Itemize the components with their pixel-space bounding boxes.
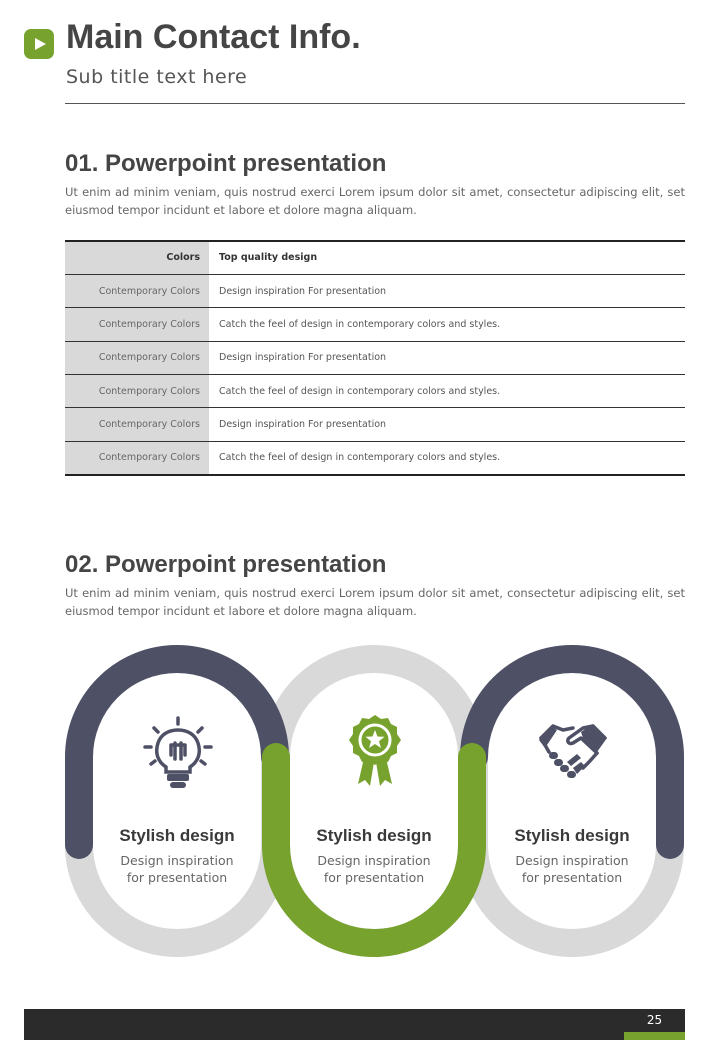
card-3-desc-line-2: for presentation [521,870,623,885]
table-cell: Catch the feel of design in contemporary colors and styles. [209,375,685,408]
card-3-description [492,852,652,886]
section-2-heading: 02. Powerpoint presentation [65,551,387,578]
handshake-icon [537,718,609,784]
card-2-desc-line-1: Design inspiration [317,853,431,868]
table-cell: Contemporary Colors [65,308,209,341]
table-cell: Catch the feel of design in contemporary colors and styles. [219,452,501,464]
table-row [65,408,685,441]
table-row [65,441,685,474]
lightbulb-icon [139,714,217,792]
award-ribbon-icon [346,714,404,788]
capsule-1-gray [79,659,275,943]
section-1-heading: 01. Powerpoint presentation [65,150,387,177]
play-icon [24,29,54,59]
section-2-body: Ut enim ad minim veniam, quis nostrud exerci Lorem ipsum dolor sit amet, consectetur adipiscing elit, set eiusmod tempor incidunt et labore et dolore magna aliquam. [65,586,685,618]
card-1-desc-line-1: Design inspiration [120,853,234,868]
table-row [65,274,685,307]
info-table [65,240,685,476]
table-cell: Contemporary Colors [65,408,209,441]
capsule-3-gray [474,659,670,943]
table-cell: Contemporary Colors [65,274,209,307]
page-number: 25 [646,1013,663,1027]
table-header-row [65,241,685,274]
table-cell: Design inspiration For presentation [209,274,685,307]
page-title: Main Contact Info. [66,18,361,56]
table-cell: Catch the feel of design in contemporary colors and styles. [209,308,685,341]
card-1-title: Stylish design [119,826,235,845]
table-cell: Design inspiration For presentation [209,341,685,374]
table-cell: Design inspiration For presentation [209,408,685,441]
table-cell: Contemporary Colors [65,341,209,374]
card-1-label [97,826,257,886]
table-row [65,375,685,408]
card-1-description [97,852,257,886]
title-divider [65,103,685,104]
page-subtitle: Sub title text here [66,66,248,88]
table-header-cell: Colors [65,241,209,274]
footer-accent [624,1032,685,1040]
card-3-label [492,826,652,886]
card-1-desc-line-2: for presentation [126,870,228,885]
table-header-cell: Top quality design [209,241,685,274]
table-row [65,308,685,341]
card-3-title: Stylish design [514,826,630,845]
table-row [65,341,685,374]
card-2-label [294,826,454,886]
card-2-desc-line-2: for presentation [323,870,425,885]
card-2-title: Stylish design [316,826,432,845]
section-1-body: Ut enim ad minim veniam, quis nostrud exerci Lorem ipsum dolor sit amet, consectetur adipiscing elit, set eiusmod tempor incidunt et labore et dolore magna aliquam. [65,185,685,217]
card-2-description [294,852,454,886]
table-cell: Contemporary Colors [65,441,209,474]
table-cell: Contemporary Colors [65,375,209,408]
capsule-2-gray [276,659,472,943]
footer-bar [24,1009,685,1040]
card-3-desc-line-1: Design inspiration [515,853,629,868]
